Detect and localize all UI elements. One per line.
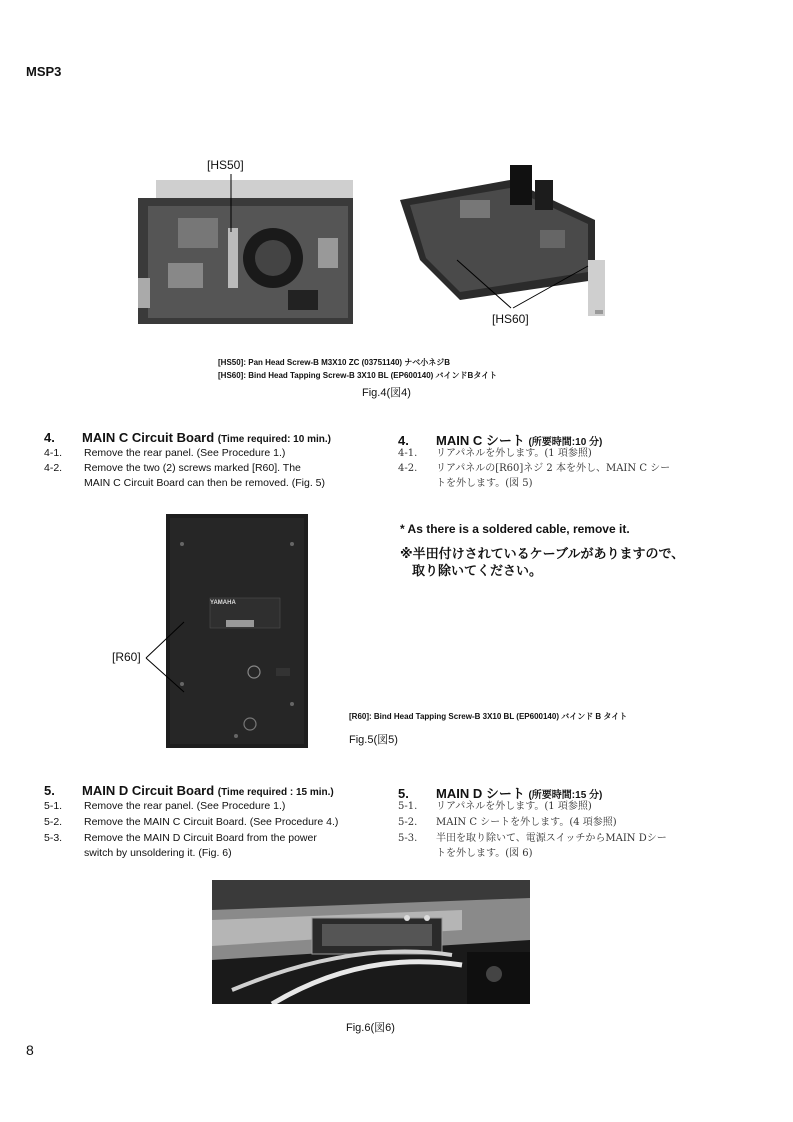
board-brand-logo: YAMAHA [210, 600, 236, 606]
soldered-cable-note-jp [400, 545, 684, 579]
step-text-line1: 半田を取り除いて、電源スイッチからMAIN Dシー [436, 833, 667, 844]
step-text-line1: リアパネルの[R60]ネジ 2 本を外し、MAIN C シー [436, 463, 671, 474]
step-number: 5-3. [44, 832, 63, 844]
step-text: Remove the rear panel. (See Procedure 1.) [84, 447, 286, 459]
section5-time: (Time required : 15 min.) [217, 787, 334, 798]
section5-number-jp: 5. [398, 786, 409, 801]
step-5-1-jp [398, 799, 718, 814]
step-number: 5-2. [398, 817, 418, 828]
step-text-line2: switch by unsoldering it. (Fig. 6) [84, 847, 232, 859]
note-jp-line2: 取り除いてください。 [412, 563, 543, 578]
hs60-leader-lines [455, 258, 595, 312]
step-text-line2: トを外します。(図 6) [436, 848, 533, 859]
step-text: Remove the rear panel. (See Procedure 1.) [84, 800, 286, 812]
step-number: 4-2. [44, 462, 63, 474]
fig4-left-photo [138, 178, 353, 324]
fig4-caption-hs60: [HS60]: Bind Head Tapping Screw-B 3X10 BL (EP600140) バインドBタイト [218, 371, 498, 380]
section4-time-jp: (所要時間:10 分) [528, 437, 603, 448]
fig4-label: Fig.4(図4) [362, 387, 411, 399]
note-jp-line1: ※半田付けされているケーブルがありますので、 [400, 546, 685, 561]
section4-time: (Time required: 10 min.) [217, 434, 331, 445]
fig5-caption: [R60]: Bind Head Tapping Screw-B 3X10 BL (EP600140) バインド B タイト [349, 712, 628, 721]
section5-heading-en [44, 783, 334, 798]
step-5-3-jp [398, 831, 718, 861]
hs60-callout-label: [HS60] [492, 312, 529, 326]
step-4-2-jp [398, 461, 718, 491]
step-4-2-en [44, 461, 374, 491]
step-5-1-en [44, 799, 374, 814]
section4-title: MAIN C Circuit Board [82, 430, 215, 445]
section5-time-jp: (所要時間:15 分) [528, 790, 603, 801]
step-4-1-en [44, 446, 374, 461]
step-number: 4-1. [44, 447, 63, 459]
step-text-line2: トを外します。(図 5) [436, 478, 533, 489]
section4-number: 4. [44, 430, 55, 445]
section5-number: 5. [44, 783, 55, 798]
section4-number-jp: 4. [398, 433, 409, 448]
step-text: リアパネルを外します。(1 項参照) [436, 801, 592, 812]
section4-heading-en [44, 430, 331, 445]
step-text-line1: Remove the two (2) screws marked [R60]. The [84, 462, 301, 474]
fig6-label: Fig.6(図6) [346, 1022, 395, 1034]
step-5-3-en [44, 831, 374, 861]
section5-title: MAIN D Circuit Board [82, 783, 215, 798]
fig6-photo-main-d-board [212, 880, 530, 1004]
r60-callout-label: [R60] [112, 650, 141, 664]
step-number: 4-2. [398, 463, 418, 474]
step-5-2-jp [398, 815, 718, 830]
fig4-caption-hs50: [HS50]: Pan Head Screw-B M3X10 ZC (03751140) ナベ小ネジB [218, 358, 451, 367]
step-number: 5-1. [44, 800, 63, 812]
step-text: リアパネルを外します。(1 項参照) [436, 448, 592, 459]
step-4-1-jp [398, 446, 718, 461]
fig5-label: Fig.5(図5) [349, 734, 398, 746]
step-5-2-en [44, 815, 374, 830]
hs50-callout-label: [HS50] [207, 158, 244, 172]
r60-leader-lines [144, 618, 190, 698]
model-header: MSP3 [26, 64, 62, 79]
section4-title-jp: MAIN C シート [436, 433, 525, 448]
hs50-leader-line [228, 174, 238, 234]
step-text: Remove the MAIN C Circuit Board. (See Procedure 4.) [84, 816, 339, 828]
step-number: 5-3. [398, 833, 418, 844]
section5-title-jp: MAIN D シート [436, 786, 525, 801]
step-text-line1: Remove the MAIN D Circuit Board from the power [84, 832, 317, 844]
step-number: 4-1. [398, 448, 418, 459]
soldered-cable-note-en: * As there is a soldered cable, remove it. [400, 522, 630, 536]
step-text-line2: MAIN C Circuit Board can then be removed. (Fig. 5) [84, 477, 326, 489]
step-number: 5-1. [398, 801, 418, 812]
page-number: 8 [26, 1042, 34, 1058]
step-text: MAIN C シートを外します。(4 項参照) [436, 817, 617, 828]
step-number: 5-2. [44, 816, 63, 828]
